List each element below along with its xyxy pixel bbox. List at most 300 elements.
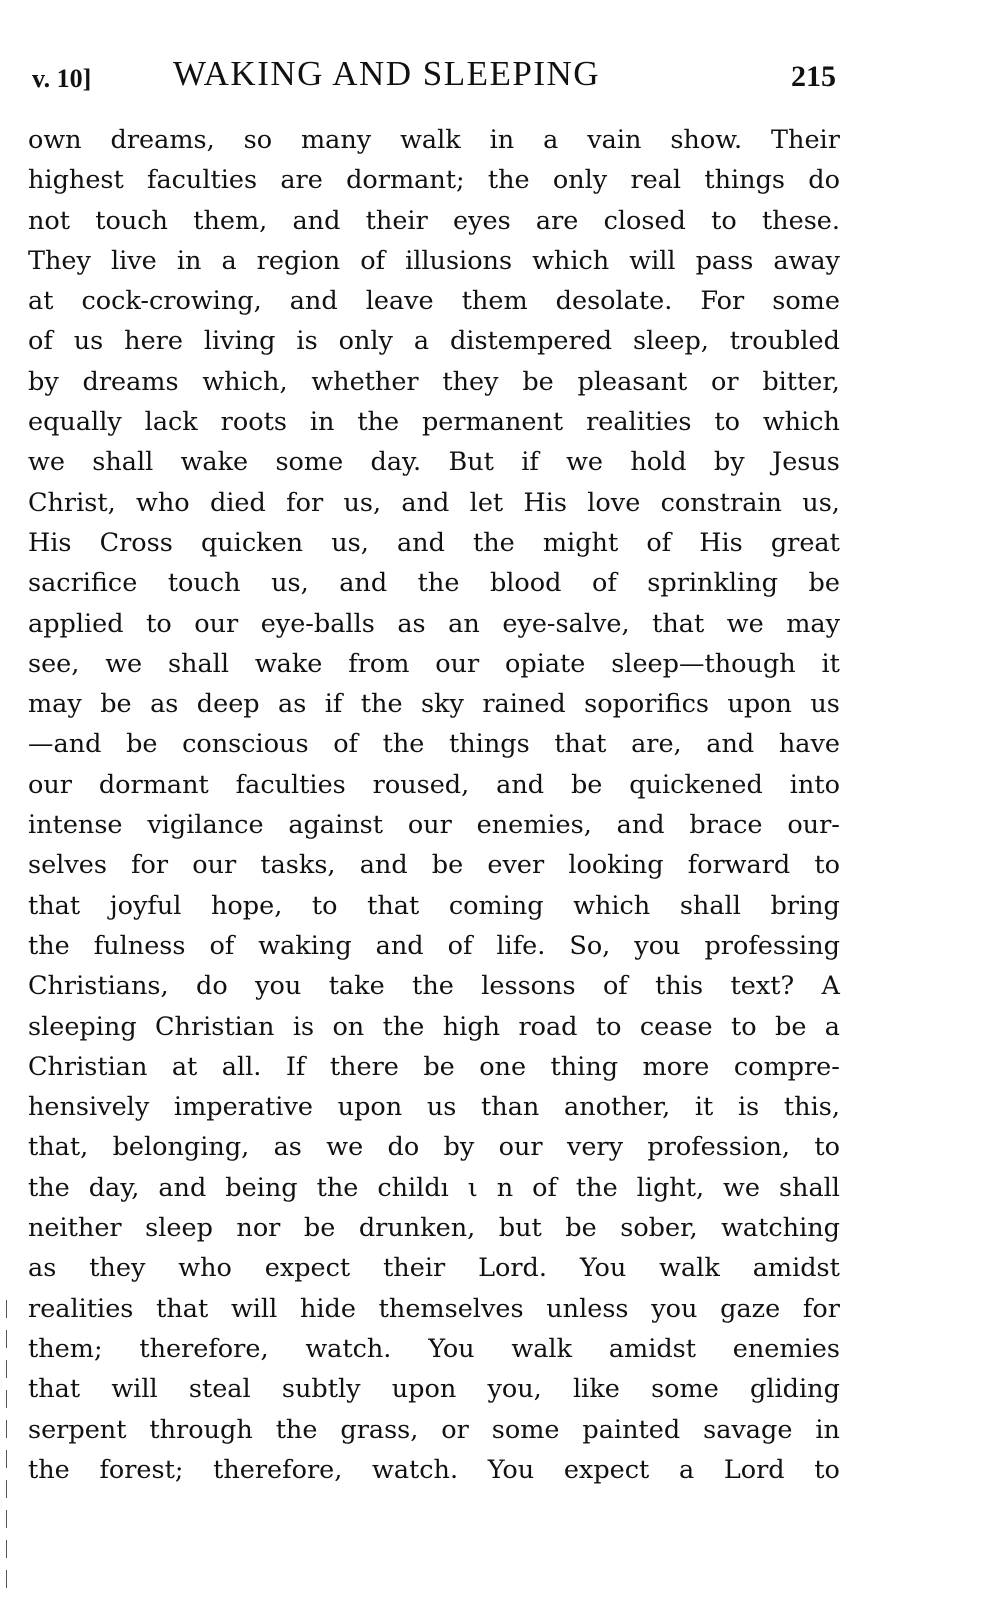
word: be [423, 1051, 455, 1082]
word: sacrifice [28, 568, 138, 599]
word: live [110, 245, 157, 276]
word: love [587, 487, 641, 518]
word: expect [563, 1454, 650, 1485]
text-line [28, 1208, 840, 1248]
text-line [28, 684, 840, 724]
word: They [28, 245, 91, 276]
word: the [360, 689, 403, 720]
word: is [737, 1092, 760, 1123]
word: enemies [732, 1333, 840, 1364]
word: to [714, 407, 740, 438]
text-line [28, 886, 840, 926]
text-line [28, 241, 840, 281]
word: be [570, 769, 603, 800]
text-line [28, 845, 840, 885]
word: If [285, 1051, 306, 1082]
word: ever [487, 850, 545, 881]
word: the [275, 1414, 318, 1445]
word: For [700, 286, 745, 317]
text-line [28, 926, 840, 966]
word: here [124, 326, 183, 357]
word: dormant [98, 769, 209, 800]
word: have [778, 729, 840, 760]
word: expect [264, 1253, 351, 1284]
word: hold [630, 447, 687, 478]
word: roused, [372, 769, 470, 800]
word: watch. [372, 1454, 459, 1485]
word: sleeping [28, 1011, 137, 1042]
word: walk [511, 1333, 573, 1364]
word: selves [28, 850, 107, 881]
word: equally [28, 407, 122, 438]
word: own [28, 125, 82, 155]
word: forest; [99, 1454, 184, 1485]
word: for [131, 850, 169, 881]
margin-scan-artifact [6, 1300, 7, 1590]
word: and [375, 930, 424, 961]
word: conscious [182, 729, 309, 760]
word: if [521, 447, 539, 478]
word: Their [771, 125, 840, 155]
word: may [28, 689, 82, 720]
word: nor [236, 1213, 281, 1244]
word: and [496, 769, 545, 800]
word: faculties [147, 165, 258, 196]
word: gaze [720, 1293, 781, 1324]
word: of [209, 930, 235, 961]
word: a [221, 245, 237, 276]
word: and [359, 850, 408, 881]
word: touch [167, 568, 241, 599]
verse-reference: v. 10] [32, 64, 92, 93]
word: sleep [145, 1213, 213, 1244]
word: pleasant [577, 366, 688, 397]
text-line [28, 1369, 840, 1409]
word: some [651, 1374, 719, 1405]
word: Christian [28, 1051, 148, 1082]
word: shall [92, 447, 154, 478]
word: so [243, 125, 273, 155]
word: who [136, 487, 190, 518]
text-line [28, 1127, 840, 1167]
word: us, [331, 527, 369, 558]
word: lack [144, 407, 198, 438]
word: they [442, 366, 499, 397]
word: if [324, 689, 343, 720]
word: may [786, 608, 840, 639]
text-line [28, 805, 840, 845]
word: serpent [28, 1414, 127, 1445]
word: dreams, [110, 125, 215, 155]
word: of [532, 1172, 557, 1203]
word: great [770, 527, 840, 558]
word: our [435, 648, 480, 679]
word: the [412, 971, 454, 1002]
text-line [28, 120, 840, 160]
word: permanent [421, 407, 564, 438]
word: be [775, 1011, 807, 1042]
word: of [591, 568, 617, 599]
word: as [397, 608, 426, 639]
word: be [808, 568, 840, 599]
word: amidst [608, 1333, 697, 1364]
word: this, [783, 1092, 840, 1123]
word: bitter, [762, 366, 840, 397]
word: road [518, 1011, 578, 1042]
word: hide [299, 1293, 356, 1324]
word: coming [448, 890, 544, 921]
word: and [292, 205, 341, 236]
word: gliding [750, 1374, 840, 1405]
word: as [150, 689, 179, 720]
text-line [28, 362, 840, 402]
word: them, [193, 205, 268, 236]
word: profession, [647, 1132, 790, 1163]
word: our [407, 810, 452, 841]
word: compre- [733, 1051, 840, 1082]
word: the [417, 568, 460, 599]
word: region [256, 245, 341, 276]
word: through [149, 1414, 253, 1445]
word: we [326, 1132, 364, 1163]
word: Christ, [28, 487, 116, 518]
word: the [575, 1172, 618, 1203]
text-line [28, 1410, 840, 1450]
word: but [498, 1213, 542, 1244]
word: bring [770, 890, 840, 921]
running-head [28, 52, 840, 100]
word: that [156, 1293, 209, 1324]
running-title: WAKING AND SLEEPING [173, 54, 601, 93]
word: Cross [99, 527, 173, 558]
word: blood [489, 568, 562, 599]
word: as [28, 1253, 57, 1284]
word: a [678, 1454, 695, 1485]
word: troubled [729, 326, 840, 357]
word: and [706, 729, 755, 760]
word: which [762, 407, 840, 438]
word: might [542, 527, 619, 558]
word: in [176, 245, 202, 276]
word: you [634, 930, 681, 961]
word: the [28, 1172, 70, 1203]
word: rained [482, 689, 566, 720]
word: will [230, 1293, 278, 1324]
word: than [481, 1092, 540, 1123]
word: that [367, 890, 420, 921]
text-line [28, 160, 840, 200]
word: of [360, 245, 386, 276]
word: or [711, 366, 739, 397]
word: sprinkling [647, 568, 778, 599]
word: to [311, 890, 338, 921]
word: for [286, 487, 324, 518]
word: desolate. [555, 286, 673, 317]
word: it [821, 648, 840, 679]
word: some [491, 1414, 560, 1445]
word: constrain [660, 487, 782, 518]
word: one [479, 1051, 527, 1082]
word: very [566, 1132, 624, 1163]
word: enemies, [476, 810, 592, 841]
word: wake [254, 648, 323, 679]
word: watch. [305, 1333, 392, 1364]
word: neither [28, 1213, 122, 1244]
word: be [126, 729, 158, 760]
word: lessons [481, 971, 576, 1002]
word: eye-salve, [502, 608, 630, 639]
word: upon [391, 1374, 457, 1405]
word: that [28, 890, 81, 921]
word: to [814, 1454, 840, 1485]
word: who [178, 1253, 232, 1284]
word: only [338, 326, 393, 357]
word: ι [467, 1172, 478, 1203]
word: realities [28, 1293, 134, 1324]
word: painted [582, 1414, 681, 1445]
word: the [316, 1172, 359, 1203]
word: wake [180, 447, 249, 478]
word: of [602, 971, 628, 1002]
book-page [28, 52, 840, 1490]
word: intense [28, 810, 123, 841]
word: our- [787, 810, 840, 841]
word: which [532, 245, 610, 276]
text-line [28, 1289, 840, 1329]
word: away [773, 245, 840, 276]
word: highest [28, 165, 124, 196]
word: You [579, 1253, 627, 1284]
word: shall [167, 648, 229, 679]
word: belonging, [112, 1132, 250, 1163]
word: So, [569, 930, 611, 961]
word: being [225, 1172, 298, 1203]
text-line [28, 644, 840, 684]
word: walk [400, 125, 461, 155]
word: our [498, 1132, 543, 1163]
word: watching [721, 1213, 840, 1244]
word: the [28, 1454, 70, 1485]
word: they [89, 1253, 146, 1284]
word: see, [28, 648, 80, 679]
word: professing [704, 930, 840, 961]
word: of [646, 527, 672, 558]
word: Christians, [28, 971, 169, 1002]
word: faculties [235, 769, 346, 800]
word: in [489, 125, 515, 155]
word: we [566, 447, 604, 478]
word: drunken, [358, 1213, 476, 1244]
word: died [209, 487, 266, 518]
text-line [28, 765, 840, 805]
word: hensively [28, 1092, 150, 1123]
word: many [300, 125, 372, 155]
word: deep [196, 689, 260, 720]
word: looking [568, 850, 664, 881]
word: that [652, 608, 705, 639]
word: text? [730, 971, 795, 1002]
word: not [28, 205, 71, 236]
word: applied [28, 608, 124, 639]
word: into [789, 769, 840, 800]
word: which [573, 890, 651, 921]
word: their [365, 205, 428, 236]
word: to [814, 850, 840, 881]
word: and [401, 487, 450, 518]
word: sky [420, 689, 464, 720]
text-line [28, 1450, 840, 1490]
word: things [704, 165, 786, 196]
word: take [328, 971, 385, 1002]
word: another, [564, 1092, 671, 1123]
word: like [573, 1374, 620, 1405]
word: roots [220, 407, 287, 438]
word: a [413, 326, 430, 357]
word: there [329, 1051, 399, 1082]
word: by [443, 1132, 475, 1163]
word: is [296, 326, 318, 357]
word: a [543, 125, 559, 155]
word: us, [802, 487, 840, 518]
word: our [194, 608, 239, 639]
text-line [28, 1087, 840, 1127]
word: the [28, 930, 70, 961]
word: will [111, 1374, 158, 1405]
word: you [255, 971, 302, 1002]
text-line [28, 604, 840, 644]
word: are [535, 205, 579, 236]
word: do [808, 165, 840, 196]
word: His [523, 487, 567, 518]
word: therefore, [139, 1333, 269, 1364]
word: at [28, 286, 54, 317]
word: that [554, 729, 607, 760]
word: eye-balls [260, 608, 375, 639]
word: show. [670, 125, 743, 155]
text-line [28, 1047, 840, 1087]
word: from [348, 648, 410, 679]
word: joyful [109, 890, 182, 921]
word: realities [586, 407, 692, 438]
word: a [824, 1011, 840, 1042]
word: us [810, 689, 840, 720]
word: the [487, 165, 530, 196]
word: hope, [211, 890, 283, 921]
word: some [275, 447, 344, 478]
word: by [28, 366, 59, 397]
word: imperative [173, 1092, 313, 1123]
word: shall [679, 890, 741, 921]
word: fulness [93, 930, 186, 961]
text-line [28, 1007, 840, 1047]
word: to [731, 1011, 757, 1042]
word: let [469, 487, 504, 518]
word: grass, [340, 1414, 419, 1445]
page-number: 215 [791, 60, 836, 93]
word: His [28, 527, 72, 558]
word: light, [636, 1172, 705, 1203]
text-line [28, 1329, 840, 1369]
word: in [309, 407, 335, 438]
word: is [292, 1011, 315, 1042]
word: of [28, 326, 53, 357]
word: to [814, 1132, 840, 1163]
word: life. [496, 930, 546, 961]
text-line [28, 483, 840, 523]
word: be [522, 366, 554, 397]
word: opiate [505, 648, 586, 679]
word: our [28, 769, 72, 800]
word: we [105, 648, 143, 679]
word: this [655, 971, 704, 1002]
text-line [28, 281, 840, 321]
word: are [280, 165, 323, 196]
word: sleep, [633, 326, 709, 357]
word: their [383, 1253, 446, 1284]
word: day. [370, 447, 422, 478]
word: leave [365, 286, 434, 317]
word: steal [188, 1374, 251, 1405]
word: soporifics [584, 689, 709, 720]
word: closed [603, 205, 686, 236]
word: them; [28, 1333, 103, 1364]
word: as [273, 1132, 302, 1163]
word: n [496, 1172, 514, 1203]
text-line [28, 201, 840, 241]
word: the [382, 1011, 425, 1042]
word: do [196, 971, 228, 1002]
word: upon [337, 1092, 403, 1123]
word: us [426, 1092, 457, 1123]
word: are, [631, 729, 682, 760]
word: subtly [281, 1374, 361, 1405]
word: that [28, 1374, 81, 1405]
word: which, [202, 366, 288, 397]
word: tasks, [260, 850, 336, 881]
word: vigilance [147, 810, 264, 841]
word: A [821, 971, 840, 1002]
word: you, [487, 1374, 542, 1405]
word: the [473, 527, 515, 558]
word: and [396, 527, 445, 558]
word: or [441, 1414, 469, 1445]
text-line [28, 321, 840, 361]
word: to [595, 1011, 622, 1042]
word: walk [659, 1253, 720, 1284]
word: in [815, 1414, 840, 1445]
word: it [694, 1092, 714, 1123]
word: be [303, 1213, 336, 1244]
word: upon [727, 689, 792, 720]
word: for [802, 1293, 840, 1324]
word: be [431, 850, 464, 881]
text-line [28, 402, 840, 442]
word: we [28, 447, 65, 478]
word: whether [311, 366, 419, 397]
word: quicken [200, 527, 304, 558]
word: waking [258, 930, 352, 961]
text-line [28, 1248, 840, 1288]
word: real [630, 165, 682, 196]
word: things [449, 729, 530, 760]
word: day, [88, 1172, 140, 1203]
word: we [726, 608, 764, 639]
word: do [387, 1132, 420, 1163]
word: living [203, 326, 276, 357]
word: cease [639, 1011, 713, 1042]
word: shall [778, 1172, 840, 1203]
word: quickened [629, 769, 763, 800]
